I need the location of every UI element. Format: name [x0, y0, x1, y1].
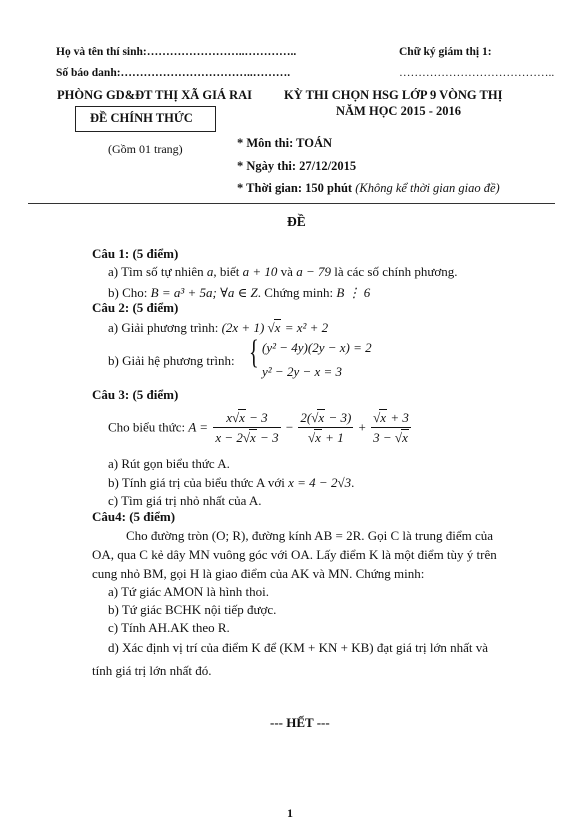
q1a-variable: a	[206, 264, 214, 279]
f2-den-rad: x	[315, 430, 321, 445]
time-text: * Thời gian: 150 phút	[237, 181, 353, 195]
system-brace-icon: {	[249, 334, 259, 371]
q3b-text: b) Tính giá trị của biểu thức A với	[108, 475, 285, 490]
q3-fraction-3: $\frac{√x + 3}{3 - √x}$	[373, 410, 409, 445]
f3-num-post: + 3	[387, 410, 409, 425]
q1a-and: và	[280, 264, 293, 279]
q3-lhs: A =	[188, 419, 209, 435]
page-title: ĐỀ	[287, 214, 306, 229]
exam-title-line-2: NĂM HỌC 2015 - 2016	[336, 104, 461, 118]
f1-den-rad: x	[250, 430, 256, 445]
candidate-name-field: Họ và tên thí sinh:……………………..…………..	[56, 46, 297, 58]
q1b-text: b) Cho:	[108, 285, 148, 300]
f1-num-pre: x	[226, 410, 232, 425]
q3-part-b	[108, 475, 354, 491]
q3b-end: .	[351, 475, 355, 490]
q3-intro: Cho biểu thức:	[108, 419, 186, 435]
f2-num-pre: 2(	[300, 410, 312, 425]
q3b-expr: x = 4 − 2√3	[288, 475, 352, 490]
q4-line-2: OA, qua C kẻ dây MN vuông góc với OA. Lấy điểm K là một điểm tùy ý trên	[92, 547, 497, 562]
q2-heading: Câu 2: (5 điểm)	[92, 300, 179, 315]
q2a-lhs: (2x + 1)	[221, 320, 265, 335]
time-note: (Không kể thời gian giao đề)	[355, 181, 500, 195]
q3-heading: Câu 3: (5 điểm)	[92, 387, 179, 402]
q2b-equation-2: y² − 2y − x = 3	[262, 364, 343, 379]
q3-expression	[108, 409, 413, 446]
q2-part-b-label: b) Giải hệ phương trình:	[108, 353, 235, 368]
q1b-mid: . Chứng minh:	[257, 285, 334, 300]
q1-part-b	[108, 285, 370, 301]
q2a-text: a) Giải phương trình:	[108, 320, 219, 335]
header-divider	[28, 203, 555, 204]
candidate-number-field: Số báo danh:……………………………..……….	[56, 67, 291, 79]
department-name: PHÒNG GD&ĐT THỊ XÃ GIÁ RAI	[57, 88, 253, 102]
f3-den-rad: x	[402, 430, 408, 445]
f2-num-post: − 3)	[325, 410, 352, 425]
f1-num-post: − 3	[245, 410, 268, 425]
q3-part-c: c) Tìm giá trị nhỏ nhất của A.	[108, 493, 262, 508]
date-line: * Ngày thi: 27/12/2015	[237, 159, 357, 173]
q2a-radicand: x	[274, 320, 281, 335]
q1-heading: Câu 1: (5 điểm)	[92, 246, 179, 261]
end-marker: --- HẾT ---	[270, 715, 330, 730]
q2a-rhs: = x² + 2	[284, 320, 329, 335]
f2-den-post: + 1	[321, 430, 344, 445]
q3-fraction-1: $\frac{x√x - 3}{x - 2√x - 3}$	[215, 410, 279, 445]
q1a-end: là các số chính phương.	[334, 264, 458, 279]
q2b-equation-1: (y² − 4y)(2y − x) = 2	[262, 340, 372, 355]
supervisor-signature-label: Chữ ký giám thị 1:	[399, 46, 492, 58]
q3-plus: +	[358, 419, 366, 435]
q1a-mid: , biết	[213, 264, 240, 279]
q1a-text: a) Tìm số tự nhiên	[108, 264, 204, 279]
q4-part-c: c) Tính AH.AK theo R.	[108, 620, 230, 635]
q4-part-a: a) Tứ giác AMON là hình thoi.	[108, 584, 269, 599]
q2-part-a	[108, 319, 328, 336]
signature-line: …………………………………..	[399, 67, 555, 79]
q4-part-d-line-1: d) Xác định vị trí của điểm K để (KM + KN + KB) đạt giá trị lớn nhất và	[108, 640, 489, 655]
f3-den-pre: 3 −	[373, 430, 395, 445]
q1b-expr: B = a³ + 5a; ∀a ∈ Z	[150, 285, 258, 300]
q1b-claim: B ⋮ 6	[336, 285, 371, 300]
pages-note: (Gồm 01 trang)	[108, 142, 183, 156]
f3-num-rad: x	[380, 410, 387, 425]
f1-den-post: − 3	[256, 430, 279, 445]
q4-part-d-line-2: tính giá trị lớn nhất đó.	[92, 663, 212, 678]
q1-part-a	[108, 264, 458, 280]
sqrt-icon: √	[267, 320, 275, 335]
subject-line: * Môn thi: TOÁN	[237, 136, 333, 150]
q3-minus: −	[285, 419, 294, 435]
exam-title-line-1: KỲ THI CHỌN HSG LỚP 9 VÒNG THỊ	[284, 88, 503, 102]
official-label: ĐỀ CHÍNH THỨC	[90, 111, 193, 125]
time-line	[237, 181, 500, 196]
f1-den-pre: x − 2	[215, 430, 243, 445]
page-number: 1	[287, 806, 293, 820]
q1a-expr-1: a + 10	[242, 264, 278, 279]
q4-heading: Câu4: (5 điểm)	[92, 509, 176, 524]
q4-line-3: cung nhỏ BM, gọi H là giao điểm của AK và MN. Chứng minh:	[92, 566, 425, 581]
q3-part-a: a) Rút gọn biểu thức A.	[108, 456, 230, 471]
f1-num-rad: x	[239, 410, 245, 425]
q4-line-1: Cho đường tròn (O; R), đường kính AB = 2R. Gọi C là trung điểm của	[126, 528, 494, 543]
f2-num-rad: x	[318, 410, 325, 425]
q1a-expr-2: a − 79	[296, 264, 331, 279]
q4-part-b: b) Tứ giác BCHK nội tiếp được.	[108, 602, 277, 617]
q3-fraction-2: $\frac{2(√x - 3)}{√x + 1}$	[300, 410, 352, 445]
